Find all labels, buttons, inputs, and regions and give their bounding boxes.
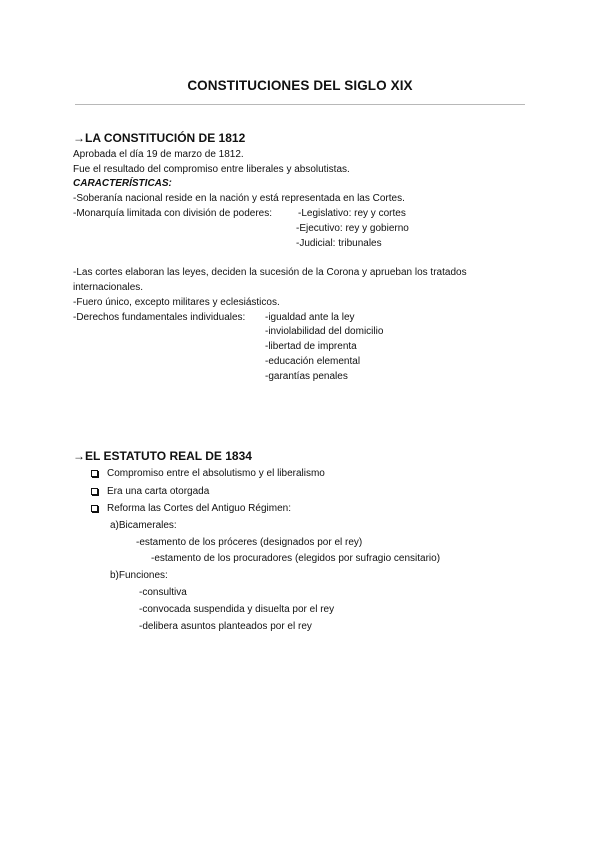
right-item: -educación elemental — [265, 356, 361, 367]
section-heading-constitucion-1812: →LA CONSTITUCIÓN DE 1812 — [73, 131, 246, 145]
funcion-item: -delibera asuntos planteados por el rey — [139, 621, 312, 632]
derechos-text: -Derechos fundamentales individuales: — [73, 312, 246, 323]
right-item: -inviolabilidad del domicilio — [265, 326, 384, 337]
checkbox-bullet-icon — [91, 488, 98, 495]
fuero-text: -Fuero único, excepto militares y eclesiásticos. — [73, 297, 280, 308]
soberania-text: -Soberanía nacional reside en la nación y está representada en las Cortes. — [73, 193, 405, 204]
procuradores-text: -estamento de los procuradores (elegidos por sufragio censitario) — [151, 553, 441, 564]
list-item: Era una carta otorgada — [91, 486, 209, 498]
power-judicial: -Judicial: tribunales — [296, 238, 382, 249]
power-legislativo: -Legislativo: rey y cortes — [298, 208, 406, 219]
section-heading-estatuto-1834: →EL ESTATUTO REAL DE 1834 — [73, 449, 252, 463]
approval-date-text: Aprobada el día 19 de marzo de 1812. — [73, 149, 244, 160]
checkbox-bullet-icon — [91, 505, 98, 512]
page-title: CONSTITUCIONES DEL SIGLO XIX — [187, 78, 413, 93]
bicamerales-label: a)Bicamerales: — [110, 520, 177, 531]
compromise-text: Fue el resultado del compromiso entre liberales y absolutistas. — [73, 164, 350, 175]
title-divider — [75, 104, 525, 105]
right-item: -igualdad ante la ley — [265, 312, 355, 323]
funcion-item: -convocada suspendida y disuelta por el rey — [139, 604, 335, 615]
cortes-text-line1: -Las cortes elaboran las leyes, deciden la sucesión de la Corona y aprueban los tratados — [73, 267, 467, 278]
power-ejecutivo: -Ejecutivo: rey y gobierno — [296, 223, 409, 234]
right-item: -garantías penales — [265, 371, 348, 382]
characteristics-label: CARACTERÍSTICAS: — [73, 178, 172, 189]
proceres-text: -estamento de los próceres (designados por el rey) — [136, 537, 363, 548]
cortes-text-line2: internacionales. — [73, 282, 144, 293]
right-item: -libertad de imprenta — [265, 341, 357, 352]
funciones-label: b)Funciones: — [110, 570, 168, 581]
checkbox-bullet-icon — [91, 470, 98, 477]
monarquia-text: -Monarquía limitada con división de poderes: — [73, 208, 272, 219]
list-item: Compromiso entre el absolutismo y el liberalismo — [91, 468, 325, 480]
funcion-item: -consultiva — [139, 587, 187, 598]
list-item: Reforma las Cortes del Antiguo Régimen: — [91, 503, 291, 515]
